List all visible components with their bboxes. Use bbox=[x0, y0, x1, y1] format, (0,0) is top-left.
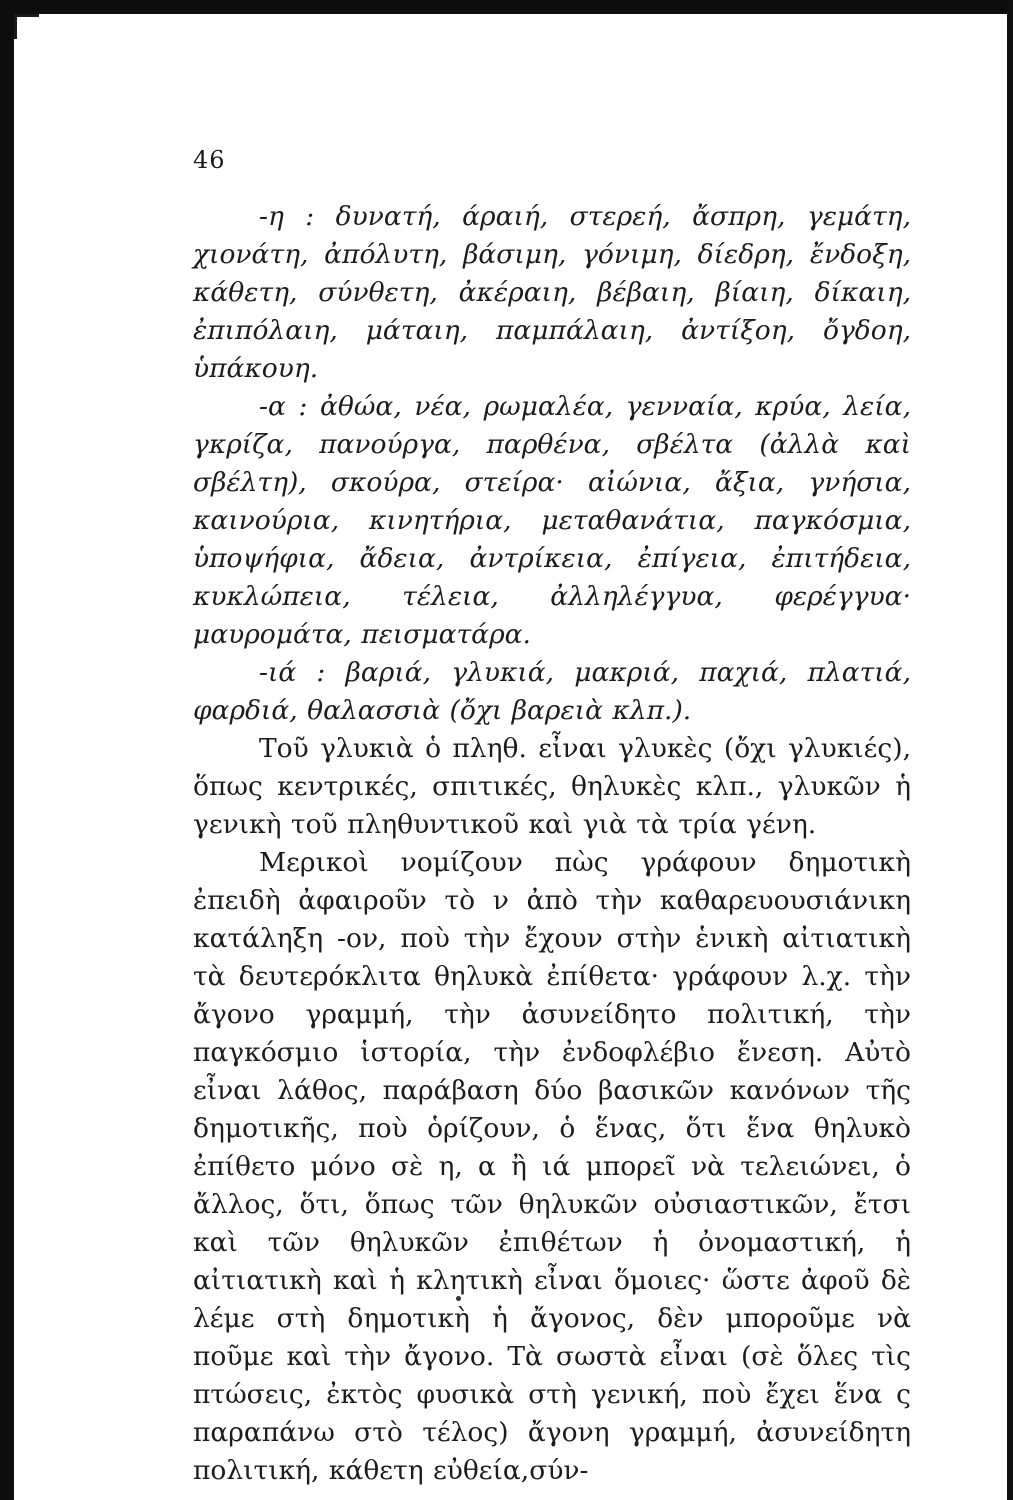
paragraph-main-rule: Μερικοὶ νομίζουν πὼς γράφουν δημοτικὴ ἐπειδὴ ἀφαιροῦν τὸ ν ἀπὸ τὴν καθαρευουσιάνικη κατάληξη -ον, ποὺ τὴν ἔχουν στὴν ἑνικὴ αἰτιατικὴ τὰ δευτερόκλιτα θηλυκὰ ἐπίθετα· γράφουν λ.χ. τὴν ἄγονο γραμμή, τὴν ἀσυνείδητο πολιτική, τὴν παγκόσμιο ἱστορία, τὴν ἐνδοφλέβιο ἔνεση. Αὐτὸ εἶναι λάθος, παράβαση δύο βασικῶν κανόνων τῆς δημοτικῆς, ποὺ ὁρίζουν, ὁ ἕνας, ὅτι ἕνα θηλυκὸ ἐπίθετο μόνο σὲ η, α ἢ ιά μπορεῖ νὰ τελειώνει, ὁ ἄλλος, ὅτι, ὅπως τῶν θηλυκῶν οὐσιαστικῶν, ἔτσι καὶ τῶν θηλυκῶν ἐπιθέτων ἡ ὀνομαστική, ἡ αἰτιατικὴ καὶ ἡ κλητικὴ εἶναι ὅμοιες· ὥστε ἀφοῦ δὲ λέμε στὴ δημοτικὴ ἡ ἄγονος, δὲν μποροῦμε νὰ ποῦμε καὶ τὴν ἄγονο. Τὰ σωστὰ εἶναι (σὲ ὅλες τὶς πτώσεις, ἐκτὸς φυσικὰ στὴ γενική, ποὺ ἔχει ἕνα ς παραπάνω στὸ τέλος) ἄγονη γραμμή, ἀσυνείδητη πολιτική, κάθετη εὐθεία,σύν- bbox=[193, 847, 911, 1486]
paragraph-ia-endings: -ιά : βαριά, γλυκιά, μακριά, παχιά, πλατιά, φαρδιά, θαλασσιὰ (ὄχι βαρειὰ κλπ.). bbox=[193, 657, 911, 726]
page-corner bbox=[14, 14, 39, 39]
scan-edge-left bbox=[0, 0, 14, 1500]
scan-edge-right bbox=[1007, 0, 1013, 1500]
paragraph-glykia-plural: Τοῦ γλυκιὰ ὁ πληθ. εἶναι γλυκὲς (ὄχι γλυκιές), ὅπως κεντρικές, σπιτικές, θηλυκὲς κλπ., γλυκῶν ἡ γενικὴ τοῦ πληθυντικοῦ καὶ γιὰ τὰ τρία γένη. bbox=[193, 733, 911, 840]
paragraph-alpha-endings: -α : ἀθώα, νέα, ρωμαλέα, γενναία, κρύα, λεία, γκρίζα, πανούργα, παρθένα, σβέλτα (ἀλλὰ καὶ σβέλτη), σκούρα, στείρα· αἰώνια, ἄξια, γνήσια, καινούρια, κινητήρια, μεταθανάτια, παγκόσμια, ὑποψήφια, ἄδεια, ἀντρίκεια, ἐπίγεια, ἐπιτήδεια, κυκλώπεια, τέλεια, ἀλληλέγγυα, φερέγγυα· μαυρομάτα, πεισματάρα. bbox=[193, 391, 911, 650]
page-number: 46 bbox=[193, 146, 226, 174]
body-text bbox=[193, 198, 911, 1490]
scan-dot bbox=[456, 1296, 461, 1301]
paragraph-eta-endings: -η : δυνατή, άραιή, στερεή, ἄσπρη, γεμάτη, χιονάτη, ἀπόλυτη, βάσιμη, γόνιμη, δίεδρη, ἔνδοξη, κάθετη, σύνθετη, ἀκέραιη, βέβαιη, βίαιη, δίκαιη, ἐπιπόλαιη, μάταιη, παμπάλαιη, ἀντίξοη, ὄγδοη, ὑπάκουη. bbox=[193, 201, 911, 384]
scan-edge-top bbox=[0, 0, 1013, 14]
